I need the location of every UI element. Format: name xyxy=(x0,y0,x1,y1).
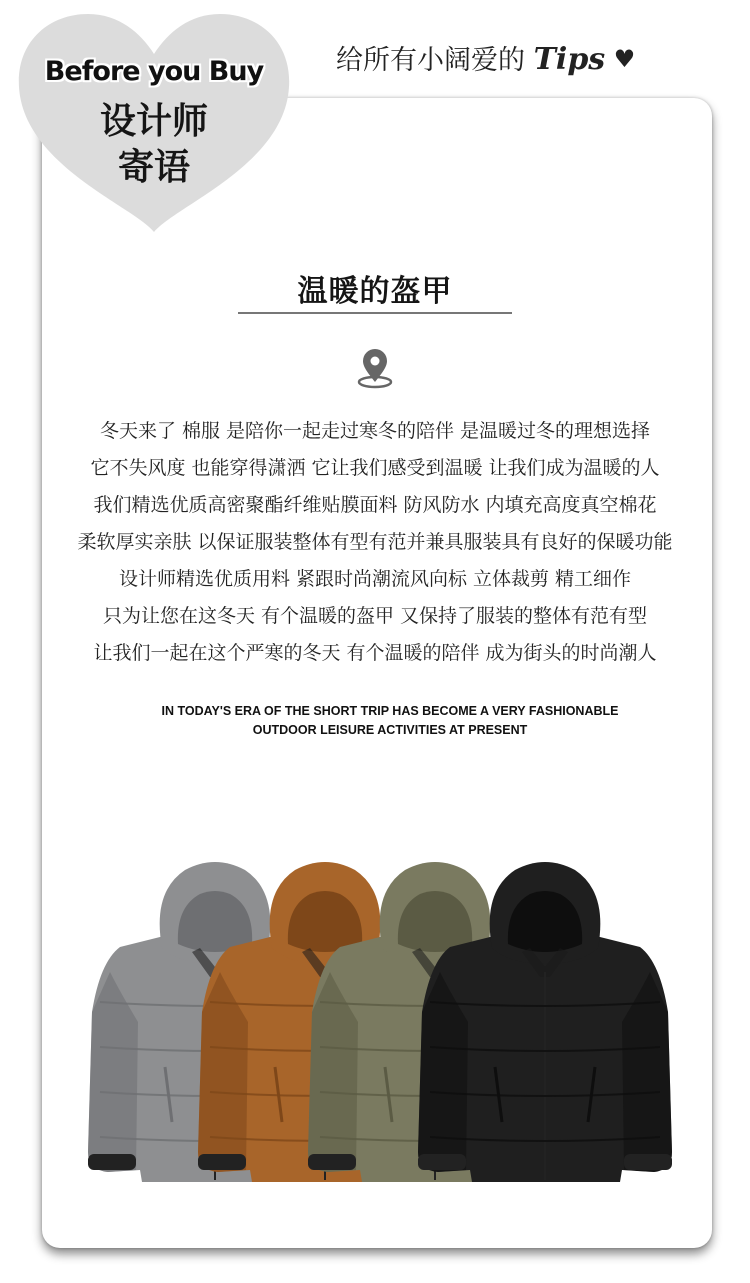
tips-header xyxy=(336,38,635,77)
english-line-1: IN TODAY'S ERA OF THE SHORT TRIP HAS BECOME A VERY FASHIONABLE xyxy=(161,704,619,718)
tips-prefix: 给所有小阔爱的 xyxy=(336,45,525,76)
english-line-2: OUTDOOR LEISURE ACTIVITIES AT PRESENT xyxy=(252,723,528,737)
location-pin-icon xyxy=(356,348,394,390)
paragraph-line: 我们精选优质高密聚酯纤维贴膜面料 防风防水 内填充高度真空棉花 xyxy=(93,494,657,516)
paragraph-line: 它不失风度 也能穿得潇洒 它让我们感受到温暖 让我们成为温暖的人 xyxy=(90,457,660,479)
description-paragraph xyxy=(0,413,750,672)
badge-title-line2: 寄语 xyxy=(117,147,190,188)
paragraph-line: 让我们一起在这个严寒的冬天 有个温暖的陪伴 成为街头的时尚潮人 xyxy=(93,642,657,664)
paragraph-line: 冬天来了 棉服 是陪你一起走过寒冬的陪伴 是温暖过冬的理想选择 xyxy=(99,420,651,442)
paragraph-line: 柔软厚实亲肤 以保证服装整体有型有范并兼具服装具有良好的保暖功能 xyxy=(77,531,673,553)
section-title: 温暖的盔甲 xyxy=(297,274,453,309)
paragraph-line: 只为让您在这冬天 有个温暖的盔甲 又保持了服装的整体有范有型 xyxy=(102,605,648,627)
heart-icon: ♥ xyxy=(613,45,636,73)
tips-word: Tips xyxy=(533,42,606,77)
jackets-illustration xyxy=(80,852,680,1197)
english-tagline xyxy=(0,702,750,740)
paragraph-line: 设计师精选优质用料 紧跟时尚潮流风向标 立体裁剪 精工细作 xyxy=(118,568,632,590)
title-divider xyxy=(238,312,512,314)
before-you-buy-badge xyxy=(14,10,294,238)
badge-english: Before you Buy xyxy=(44,56,264,87)
badge-title-line1: 设计师 xyxy=(99,101,208,142)
